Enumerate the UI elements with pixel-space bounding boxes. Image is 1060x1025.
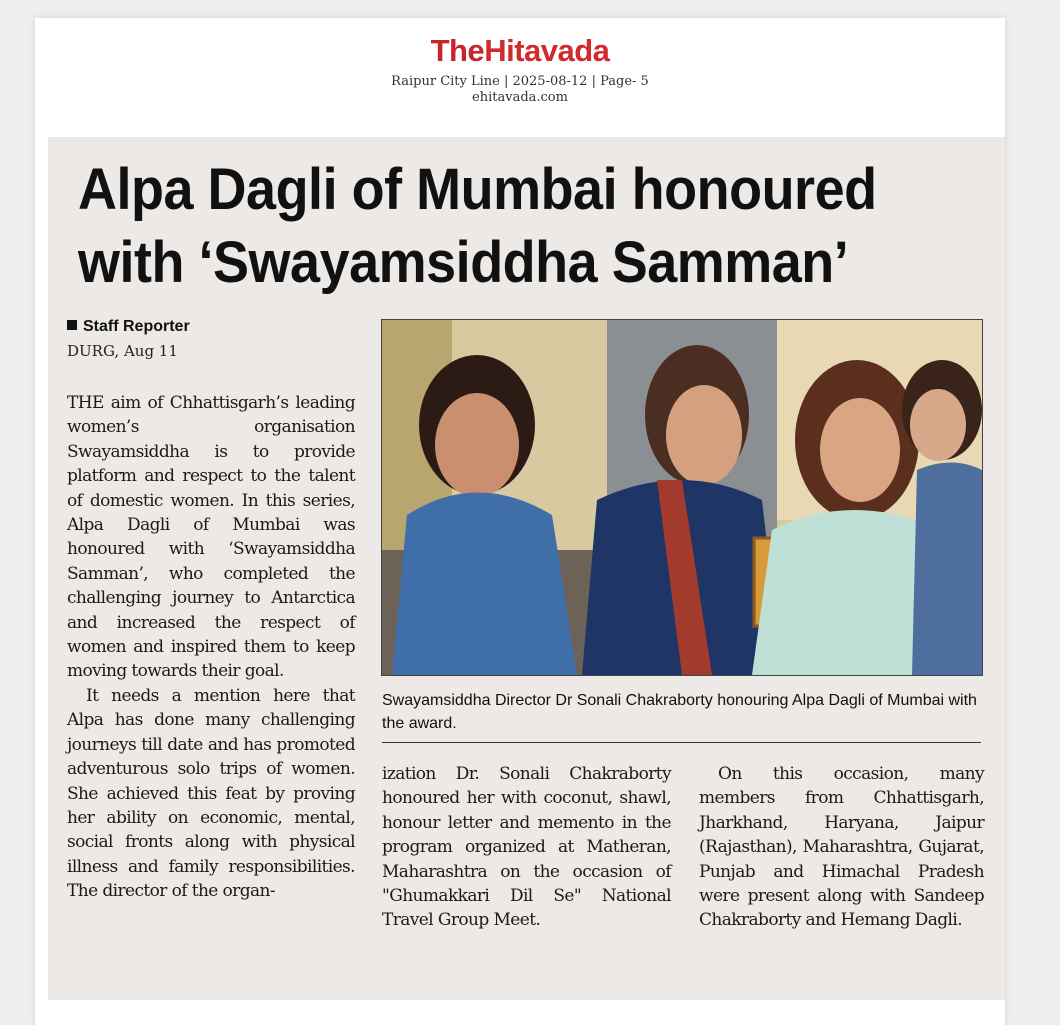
newspaper-logo [35,32,1005,70]
column-2-text: ization Dr. Sonali Chakraborty honoured her with coconut, shawl, honour letter and memento in the program organized at Matheran, Maharashtra on the occasion of "Ghumakkari Dil Se" National Travel Group Meet. [382,764,671,931]
paragraph-1: THE aim of Chhattisgarh’s leading women’s organisation Swayamsiddha is to provide platform and respect to the talent of domestic women. In this series, Alpa Dagli of Mumbai was honoured with ‘Swayamsiddha Samman’, who completed the challenging journey to Antarctica and increased the respect of women and inspired them to keep moving towards their goal. [67,393,355,682]
edition-line: Raipur City Line | 2025-08-12 | Page- 5 [391,74,649,89]
article-photo [381,319,983,676]
paragraph-2: It needs a mention here that Alpa has done many challenging journeys till date and has promoted adventurous solo trips of women. She achieved this feat by proving her ability on economic, mental, social fronts along with physical illness and family responsibilities. The director of the organ- [67,685,355,902]
caption-divider [382,742,981,743]
article-column-1 [67,391,355,904]
headline [78,153,915,299]
dateline: DURG, Aug 11 [67,342,178,360]
article-column-2 [382,762,671,933]
article-column-3 [699,762,984,933]
masthead [35,32,1005,106]
website-link[interactable]: ehitavada.com [472,90,568,105]
byline-text: Staff Reporter [83,318,190,335]
column-3-text: On this occasion, many members from Chhattisgarh, Jharkhand, Haryana, Jaipur (Rajasthan), Maharashtra, Gujarat, Punjab and Himachal Pradesh were present along with Sandeep Chakraborty and Hemang Dagli. [699,764,984,931]
logo-hitavada: Hitavada [484,33,610,68]
photo-illustration [382,320,982,675]
square-bullet-icon [67,320,77,330]
byline [67,318,190,336]
photo-caption: Swayamsiddha Director Dr Sonali Chakraborty honouring Alpa Dagli of Mumbai with the award. [382,692,977,732]
article-clipping [48,137,1005,1000]
logo-the: The [430,33,485,68]
headline-line-1: Alpa Dagli of Mumbai honoured [78,157,877,222]
headline-line-2: with ‘Swayamsiddha Samman’ [78,230,849,295]
